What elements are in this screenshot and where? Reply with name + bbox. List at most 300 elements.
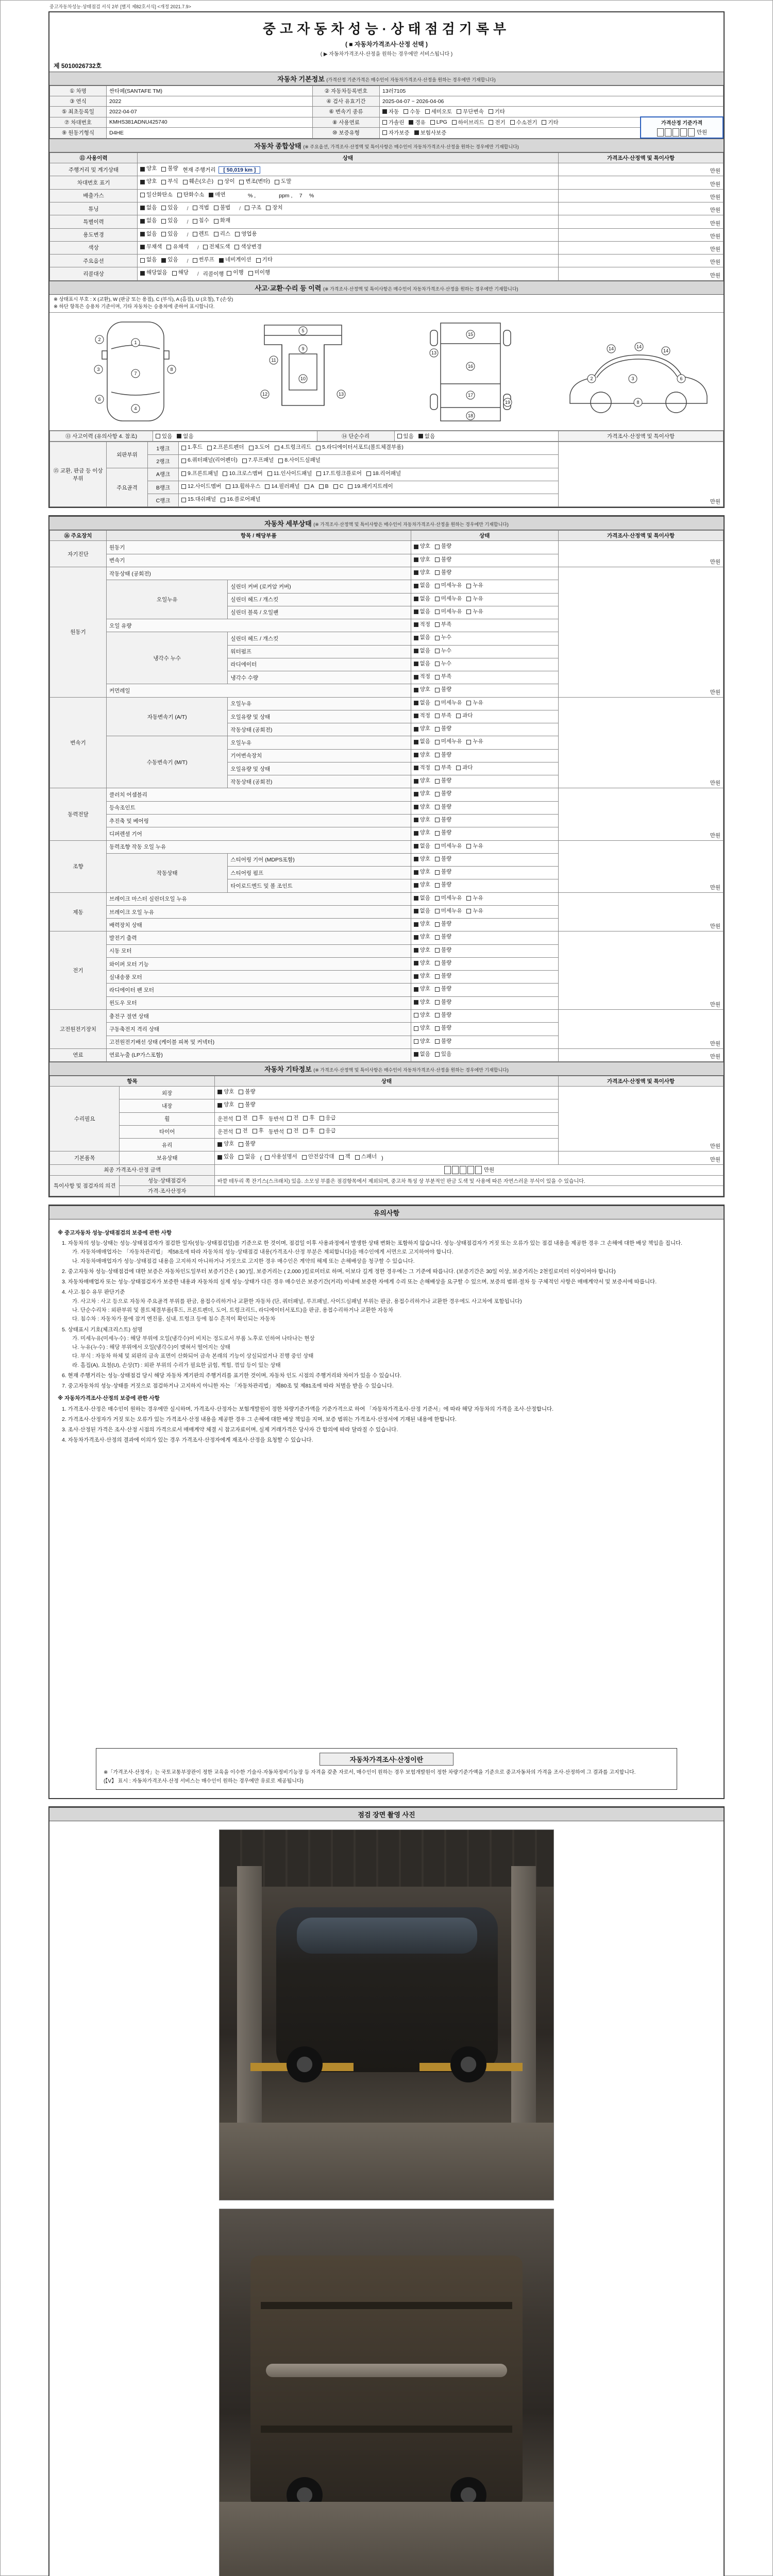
checkbox-icon[interactable] (414, 805, 418, 809)
checkbox-icon[interactable] (466, 740, 471, 744)
checkbox-icon[interactable] (316, 471, 321, 476)
checkbox-icon[interactable] (177, 434, 181, 438)
checkbox-icon[interactable] (156, 434, 160, 438)
checkbox-option[interactable] (435, 1037, 451, 1046)
checkbox-option[interactable] (542, 118, 558, 126)
checkbox-icon[interactable] (214, 206, 219, 210)
checkbox-option[interactable] (305, 482, 314, 492)
checkbox-icon[interactable] (219, 258, 224, 263)
checkbox-icon[interactable] (181, 484, 186, 489)
checkbox-option[interactable] (209, 191, 225, 200)
checkbox-icon[interactable] (435, 570, 440, 575)
checkbox-icon[interactable] (457, 109, 461, 114)
checkbox-icon[interactable] (414, 570, 418, 575)
checkbox-option[interactable] (166, 243, 188, 252)
checkbox-option[interactable] (348, 482, 393, 492)
checkbox-icon[interactable] (425, 109, 430, 114)
checkbox-icon[interactable] (140, 232, 145, 236)
checkbox-icon[interactable] (435, 948, 440, 953)
checkbox-option[interactable] (287, 1114, 298, 1123)
checkbox-option[interactable] (414, 1037, 430, 1046)
checkbox-option[interactable] (217, 1153, 234, 1162)
checkbox-option[interactable] (435, 595, 462, 604)
checkbox-icon[interactable] (414, 857, 418, 861)
checkbox-icon[interactable] (435, 609, 440, 614)
checkbox-icon[interactable] (414, 1052, 418, 1057)
checkbox-icon[interactable] (366, 471, 371, 476)
checkbox-icon[interactable] (193, 219, 197, 224)
checkbox-option[interactable] (466, 699, 483, 708)
checkbox-option[interactable] (203, 243, 230, 252)
checkbox-icon[interactable] (140, 193, 145, 197)
checkbox-icon[interactable] (414, 753, 418, 757)
checkbox-icon[interactable] (414, 688, 418, 692)
checkbox-option[interactable] (382, 118, 404, 126)
checkbox-option[interactable] (435, 828, 451, 838)
checkbox-option[interactable] (242, 456, 274, 465)
checkbox-option[interactable] (414, 1011, 430, 1020)
checkbox-option[interactable] (217, 1088, 234, 1097)
checkbox-icon[interactable] (207, 446, 212, 450)
checkbox-icon[interactable] (414, 1013, 418, 1018)
checkbox-option[interactable] (414, 764, 430, 773)
checkbox-option[interactable] (414, 581, 430, 590)
checkbox-icon[interactable] (435, 1000, 440, 1005)
checkbox-option[interactable] (414, 907, 430, 916)
checkbox-icon[interactable] (239, 1090, 243, 1094)
checkbox-icon[interactable] (181, 459, 186, 463)
checkbox-option[interactable] (239, 1100, 255, 1110)
checkbox-option[interactable] (278, 456, 321, 465)
checkbox-option[interactable] (435, 1050, 451, 1059)
checkbox-icon[interactable] (414, 1000, 418, 1005)
checkbox-icon[interactable] (435, 740, 440, 744)
checkbox-option[interactable] (425, 108, 452, 115)
checkbox-option[interactable] (414, 803, 430, 812)
checkbox-option[interactable] (266, 204, 282, 213)
checkbox-icon[interactable] (435, 792, 440, 796)
checkbox-icon[interactable] (435, 831, 440, 836)
checkbox-option[interactable] (414, 998, 430, 1007)
checkbox-icon[interactable] (275, 446, 279, 450)
checkbox-icon[interactable] (430, 120, 435, 125)
checkbox-icon[interactable] (161, 258, 166, 263)
checkbox-option[interactable] (256, 256, 273, 265)
checkbox-icon[interactable] (435, 987, 440, 992)
checkbox-option[interactable] (435, 985, 451, 994)
checkbox-option[interactable] (489, 108, 505, 115)
checkbox-option[interactable] (435, 672, 451, 682)
checkbox-option[interactable] (140, 230, 157, 239)
checkbox-icon[interactable] (140, 219, 145, 224)
checkbox-option[interactable] (177, 191, 205, 200)
checkbox-icon[interactable] (140, 271, 145, 276)
checkbox-icon[interactable] (414, 818, 418, 822)
checkbox-icon[interactable] (435, 1039, 440, 1044)
checkbox-option[interactable] (435, 542, 451, 551)
checkbox-icon[interactable] (435, 805, 440, 809)
checkbox-option[interactable] (275, 443, 311, 452)
checkbox-icon[interactable] (177, 193, 182, 197)
checkbox-icon[interactable] (435, 766, 440, 770)
checkbox-option[interactable] (214, 230, 230, 239)
checkbox-icon[interactable] (166, 245, 171, 249)
checkbox-icon[interactable] (452, 120, 457, 125)
checkbox-option[interactable] (435, 737, 462, 747)
checkbox-icon[interactable] (161, 219, 166, 224)
checkbox-icon[interactable] (414, 701, 418, 705)
checkbox-option[interactable] (239, 1153, 255, 1162)
checkbox-option[interactable] (414, 672, 430, 682)
checkbox-option[interactable] (435, 907, 462, 916)
checkbox-option[interactable] (435, 894, 462, 903)
checkbox-icon[interactable] (466, 597, 471, 601)
checkbox-icon[interactable] (140, 245, 145, 249)
checkbox-icon[interactable] (456, 714, 461, 718)
checkbox-option[interactable] (414, 776, 430, 786)
checkbox-icon[interactable] (435, 870, 440, 875)
checkbox-icon[interactable] (414, 831, 418, 836)
checkbox-option[interactable] (414, 985, 430, 994)
digit-box[interactable] (452, 1166, 459, 1174)
checkbox-option[interactable] (181, 482, 221, 492)
checkbox-option[interactable] (193, 216, 209, 226)
checkbox-icon[interactable] (265, 484, 270, 489)
checkbox-icon[interactable] (409, 120, 413, 125)
checkbox-icon[interactable] (435, 727, 440, 732)
checkbox-icon[interactable] (414, 584, 418, 588)
checkbox-option[interactable] (414, 542, 430, 551)
checkbox-option[interactable] (466, 842, 483, 851)
checkbox-option[interactable] (414, 880, 430, 890)
checkbox-icon[interactable] (414, 974, 418, 979)
checkbox-icon[interactable] (382, 130, 387, 135)
checkbox-option[interactable] (161, 164, 178, 174)
checkbox-option[interactable] (226, 482, 260, 492)
checkbox-option[interactable] (435, 803, 451, 812)
checkbox-icon[interactable] (414, 662, 418, 666)
checkbox-option[interactable] (435, 789, 451, 799)
checkbox-icon[interactable] (239, 1155, 243, 1160)
digit-box[interactable] (680, 128, 687, 137)
checkbox-option[interactable] (404, 108, 420, 115)
checkbox-icon[interactable] (239, 1142, 243, 1147)
checkbox-icon[interactable] (348, 484, 352, 489)
checkbox-icon[interactable] (414, 779, 418, 784)
checkbox-icon[interactable] (435, 649, 440, 653)
checkbox-icon[interactable] (161, 232, 166, 236)
checkbox-icon[interactable] (397, 434, 402, 438)
checkbox-option[interactable] (414, 685, 430, 694)
checkbox-option[interactable] (333, 482, 344, 492)
checkbox-icon[interactable] (140, 167, 145, 172)
checkbox-option[interactable] (253, 1114, 264, 1123)
checkbox-option[interactable] (435, 933, 451, 942)
checkbox-option[interactable] (239, 1140, 255, 1149)
checkbox-option[interactable] (236, 1114, 247, 1123)
checkbox-option[interactable] (414, 737, 430, 747)
checkbox-icon[interactable] (414, 935, 418, 940)
checkbox-icon[interactable] (275, 180, 279, 184)
checkbox-option[interactable] (414, 920, 430, 929)
checkbox-option[interactable] (193, 230, 209, 239)
checkbox-option[interactable] (435, 816, 451, 825)
checkbox-option[interactable] (181, 443, 203, 452)
checkbox-option[interactable] (414, 724, 430, 734)
checkbox-option[interactable] (140, 204, 157, 213)
checkbox-icon[interactable] (414, 714, 418, 718)
checkbox-icon[interactable] (435, 1013, 440, 1018)
checkbox-icon[interactable] (183, 180, 188, 184)
checkbox-icon[interactable] (333, 484, 338, 489)
checkbox-icon[interactable] (140, 180, 145, 184)
checkbox-icon[interactable] (161, 206, 166, 210)
checkbox-option[interactable] (435, 1024, 451, 1033)
checkbox-option[interactable] (414, 607, 430, 617)
checkbox-icon[interactable] (466, 844, 471, 849)
checkbox-icon[interactable] (414, 844, 418, 849)
checkbox-icon[interactable] (221, 498, 225, 502)
checkbox-icon[interactable] (435, 557, 440, 562)
checkbox-option[interactable] (181, 495, 216, 504)
checkbox-option[interactable] (435, 659, 451, 669)
checkbox-option[interactable] (140, 191, 173, 200)
checkbox-icon[interactable] (435, 688, 440, 692)
checkbox-icon[interactable] (456, 766, 461, 770)
digit-box[interactable] (673, 128, 679, 137)
checkbox-icon[interactable] (181, 498, 186, 502)
checkbox-option[interactable] (303, 1127, 314, 1136)
checkbox-icon[interactable] (414, 792, 418, 796)
checkbox-icon[interactable] (435, 935, 440, 940)
checkbox-icon[interactable] (256, 258, 261, 263)
checkbox-icon[interactable] (278, 459, 283, 463)
checkbox-option[interactable] (435, 581, 462, 590)
checkbox-icon[interactable] (435, 1026, 440, 1031)
checkbox-option[interactable] (320, 1114, 336, 1123)
checkbox-option[interactable] (466, 737, 483, 747)
checkbox-option[interactable] (303, 1114, 314, 1123)
checkbox-icon[interactable] (414, 597, 418, 601)
checkbox-option[interactable] (435, 855, 451, 864)
checkbox-icon[interactable] (414, 675, 418, 680)
checkbox-option[interactable] (435, 776, 451, 786)
checkbox-icon[interactable] (435, 961, 440, 965)
checkbox-option[interactable] (339, 1153, 350, 1162)
checkbox-icon[interactable] (435, 844, 440, 849)
checkbox-icon[interactable] (193, 232, 197, 236)
checkbox-icon[interactable] (217, 1103, 222, 1108)
checkbox-icon[interactable] (414, 883, 418, 888)
checkbox-icon[interactable] (266, 206, 271, 210)
checkbox-icon[interactable] (303, 1129, 308, 1133)
checkbox-option[interactable] (221, 495, 260, 504)
checkbox-icon[interactable] (249, 446, 254, 450)
checkbox-option[interactable] (414, 842, 430, 851)
checkbox-option[interactable] (414, 751, 430, 760)
checkbox-icon[interactable] (489, 120, 493, 125)
checkbox-icon[interactable] (161, 167, 166, 172)
checkbox-icon[interactable] (245, 206, 249, 210)
checkbox-option[interactable] (414, 633, 430, 642)
checkbox-option[interactable] (414, 789, 430, 799)
checkbox-icon[interactable] (435, 662, 440, 666)
checkbox-option[interactable] (265, 482, 299, 492)
checkbox-icon[interactable] (435, 922, 440, 927)
checkbox-option[interactable] (456, 711, 473, 721)
checkbox-option[interactable] (435, 764, 451, 773)
checkbox-icon[interactable] (414, 622, 418, 627)
checkbox-icon[interactable] (414, 987, 418, 992)
checkbox-icon[interactable] (414, 636, 418, 640)
checkbox-option[interactable] (414, 816, 430, 825)
checkbox-option[interactable] (435, 647, 451, 656)
checkbox-icon[interactable] (209, 193, 213, 197)
checkbox-option[interactable] (414, 1024, 430, 1033)
checkbox-icon[interactable] (181, 471, 186, 476)
checkbox-icon[interactable] (140, 206, 145, 210)
checkbox-option[interactable] (435, 998, 451, 1007)
checkbox-option[interactable] (435, 959, 451, 968)
checkbox-option[interactable] (409, 118, 425, 126)
digit-box[interactable] (444, 1166, 451, 1174)
checkbox-icon[interactable] (414, 130, 419, 135)
checkbox-option[interactable] (218, 177, 234, 187)
checkbox-icon[interactable] (435, 909, 440, 913)
checkbox-icon[interactable] (466, 609, 471, 614)
checkbox-option[interactable] (239, 1088, 255, 1097)
checkbox-icon[interactable] (305, 484, 309, 489)
checkbox-option[interactable] (414, 659, 430, 669)
checkbox-option[interactable] (248, 268, 270, 278)
checkbox-option[interactable] (140, 268, 167, 278)
checkbox-icon[interactable] (287, 1116, 292, 1121)
checkbox-icon[interactable] (242, 459, 247, 463)
checkbox-icon[interactable] (214, 219, 219, 224)
checkbox-icon[interactable] (302, 1155, 307, 1160)
checkbox-icon[interactable] (239, 180, 244, 184)
checkbox-icon[interactable] (355, 1155, 360, 1160)
checkbox-option[interactable] (302, 1153, 334, 1162)
checkbox-icon[interactable] (414, 609, 418, 614)
checkbox-option[interactable] (161, 256, 178, 265)
checkbox-option[interactable] (414, 972, 430, 981)
checkbox-icon[interactable] (466, 909, 471, 913)
checkbox-icon[interactable] (217, 1142, 222, 1147)
checkbox-option[interactable] (320, 1127, 336, 1136)
checkbox-option[interactable] (193, 256, 214, 265)
checkbox-option[interactable] (227, 268, 243, 278)
checkbox-option[interactable] (435, 1011, 451, 1020)
checkbox-icon[interactable] (320, 1116, 324, 1121)
checkbox-icon[interactable] (414, 740, 418, 744)
checkbox-icon[interactable] (414, 1026, 418, 1031)
checkbox-option[interactable] (177, 432, 193, 440)
checkbox-option[interactable] (414, 933, 430, 942)
checkbox-icon[interactable] (319, 484, 324, 489)
checkbox-option[interactable] (435, 555, 451, 565)
checkbox-option[interactable] (214, 216, 230, 226)
checkbox-icon[interactable] (217, 1155, 222, 1160)
digit-box[interactable] (688, 128, 695, 137)
checkbox-icon[interactable] (267, 471, 272, 476)
checkbox-option[interactable] (235, 230, 257, 239)
checkbox-option[interactable] (414, 647, 430, 656)
digit-box[interactable] (665, 128, 671, 137)
checkbox-option[interactable] (435, 724, 451, 734)
checkbox-icon[interactable] (303, 1116, 308, 1121)
checkbox-option[interactable] (172, 268, 189, 278)
checkbox-icon[interactable] (172, 271, 177, 276)
checkbox-icon[interactable] (203, 245, 208, 249)
checkbox-option[interactable] (457, 108, 484, 115)
checkbox-option[interactable] (435, 607, 462, 617)
checkbox-option[interactable] (207, 443, 244, 452)
checkbox-icon[interactable] (414, 1039, 418, 1044)
checkbox-option[interactable] (140, 256, 157, 265)
checkbox-icon[interactable] (466, 896, 471, 901)
checkbox-option[interactable] (397, 432, 414, 440)
checkbox-option[interactable] (355, 1153, 377, 1162)
checkbox-option[interactable] (414, 894, 430, 903)
checkbox-option[interactable] (236, 1127, 247, 1136)
checkbox-icon[interactable] (435, 818, 440, 822)
checkbox-option[interactable] (414, 1050, 430, 1059)
checkbox-option[interactable] (245, 204, 261, 213)
checkbox-option[interactable] (435, 711, 451, 721)
checkbox-option[interactable] (267, 469, 312, 479)
checkbox-option[interactable] (466, 894, 483, 903)
checkbox-option[interactable] (382, 108, 399, 115)
checkbox-icon[interactable] (489, 109, 493, 114)
checkbox-icon[interactable] (414, 649, 418, 653)
checkbox-option[interactable] (214, 204, 230, 213)
checkbox-option[interactable] (466, 595, 483, 604)
checkbox-option[interactable] (181, 456, 238, 465)
checkbox-option[interactable] (466, 907, 483, 916)
checkbox-option[interactable] (435, 920, 451, 929)
checkbox-option[interactable] (275, 177, 291, 187)
checkbox-option[interactable] (140, 177, 157, 187)
checkbox-option[interactable] (287, 1127, 298, 1136)
checkbox-option[interactable] (466, 607, 483, 617)
checkbox-icon[interactable] (414, 896, 418, 901)
digit-box[interactable] (657, 128, 664, 137)
checkbox-option[interactable] (161, 177, 178, 187)
checkbox-icon[interactable] (435, 622, 440, 627)
checkbox-icon[interactable] (435, 714, 440, 718)
checkbox-option[interactable] (452, 118, 484, 126)
checkbox-icon[interactable] (435, 675, 440, 680)
checkbox-option[interactable] (435, 842, 462, 851)
checkbox-icon[interactable] (227, 271, 231, 276)
checkbox-icon[interactable] (414, 766, 418, 770)
checkbox-option[interactable] (435, 633, 451, 642)
checkbox-option[interactable] (140, 216, 157, 226)
checkbox-icon[interactable] (414, 545, 418, 549)
checkbox-option[interactable] (181, 469, 218, 479)
checkbox-option[interactable] (140, 164, 157, 174)
checkbox-option[interactable] (219, 256, 251, 265)
checkbox-icon[interactable] (414, 922, 418, 927)
checkbox-option[interactable] (253, 1127, 264, 1136)
checkbox-option[interactable] (414, 620, 430, 630)
checkbox-icon[interactable] (404, 109, 408, 114)
checkbox-icon[interactable] (435, 636, 440, 640)
checkbox-option[interactable] (414, 959, 430, 968)
checkbox-option[interactable] (510, 118, 537, 126)
checkbox-icon[interactable] (161, 180, 166, 184)
